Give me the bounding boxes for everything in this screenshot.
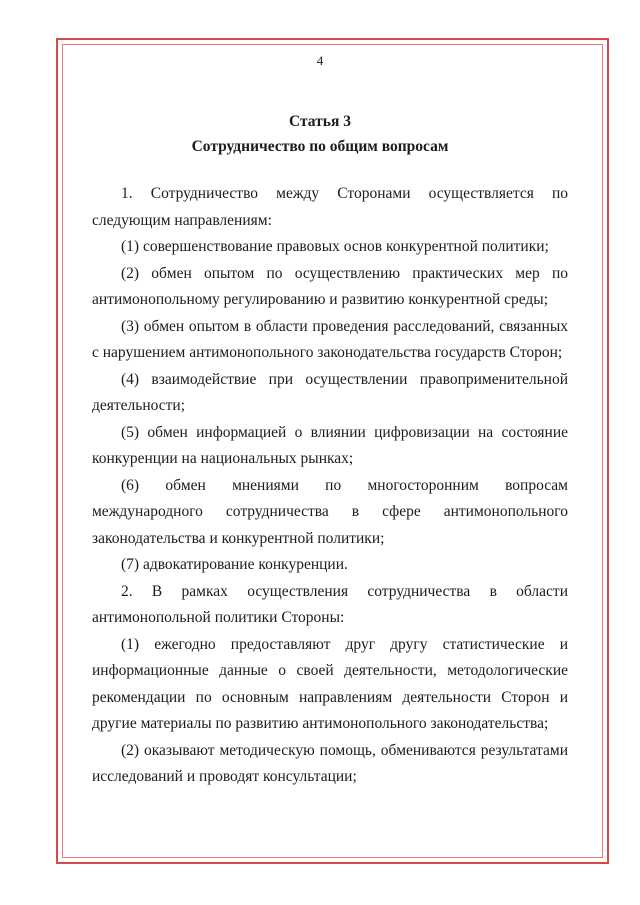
paragraph-8: (7) адвокатирование конкуренции. <box>121 556 348 573</box>
paragraph-9: 2. В рамках осуществления сотрудничества в области антимонопольной политики Стороны: <box>92 582 568 626</box>
article-title: Сотрудничество по общим вопросам <box>191 138 449 155</box>
article-body <box>92 181 568 791</box>
paragraph-6: (5) обмен информацией о влиянии цифровизации на состояние конкуренции на национальных рынках; <box>92 423 568 467</box>
page-number: 4 <box>316 53 324 68</box>
paragraph-10: (1) ежегодно предоставляют друг другу статистические и информационные данные о своей деятельности, методологические рекомендации по основным направлениям деятельности Сторон и другие материалы по развитию антимонопольного законодательства; <box>92 635 568 732</box>
paragraph-1: 1. Сотрудничество между Сторонами осуществляется по следующим направлениям: <box>92 185 568 229</box>
article-heading: Статья 3 <box>289 113 351 130</box>
paragraph-4: (3) обмен опытом в области проведения расследований, связанных с нарушением антимонопольного законодательства государств Сторон; <box>92 317 568 361</box>
paragraph-7: (6) обмен мнениями по многосторонним вопросам международного сотрудничества в сфере антимонопольного законодательства и конкурентной политики; <box>92 476 568 547</box>
paragraph-2: (1) совершенствование правовых основ конкурентной политики; <box>121 238 549 255</box>
paragraph-11: (2) оказывают методическую помощь, обмениваются результатами исследований и проводят консультации; <box>92 741 568 785</box>
paragraph-3: (2) обмен опытом по осуществлению практических мер по антимонопольному регулированию и развитию конкурентной среды; <box>92 264 568 308</box>
paragraph-5: (4) взаимодействие при осуществлении правоприменительной деятельности; <box>92 370 568 414</box>
